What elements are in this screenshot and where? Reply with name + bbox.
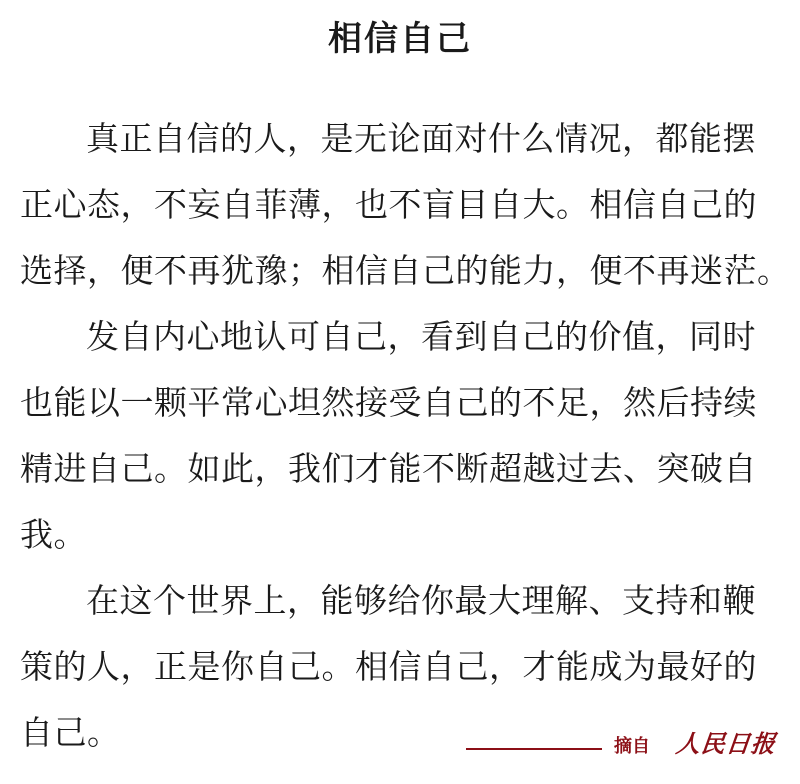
article-body: [20, 106, 791, 766]
paragraph-line: 发自内心地认可自己，看到自己的价值，同时: [86, 317, 756, 356]
attribution-rule: [466, 748, 602, 750]
page-title: 相信自己: [328, 19, 472, 59]
paragraph-line: 精进自己。如此，我们才能不断超越过去、突破自: [20, 449, 757, 488]
paragraph-line: 正心态，不妄自菲薄，也不盲目自大。相信自己的: [20, 185, 757, 224]
paragraph-line: 策的人，正是你自己。相信自己，才能成为最好的: [20, 647, 757, 686]
paragraph-line: 我。: [20, 515, 87, 554]
paragraph-line: 真正自信的人，是无论面对什么情况，都能摆: [86, 119, 756, 158]
paragraph-line: 选择，便不再犹豫；相信自己的能力，便不再迷茫。: [20, 251, 791, 290]
paragraph-line: 在这个世界上，能够给你最大理解、支持和鞭: [86, 581, 756, 620]
newspaper-logo: 人民日报: [674, 729, 778, 758]
attribution-prefix: 摘自: [614, 736, 650, 757]
paragraph-line: 自己。: [20, 713, 121, 752]
source-attribution: [466, 724, 786, 764]
paragraph-line: 也能以一颗平常心坦然接受自己的不足，然后持续: [20, 383, 757, 422]
